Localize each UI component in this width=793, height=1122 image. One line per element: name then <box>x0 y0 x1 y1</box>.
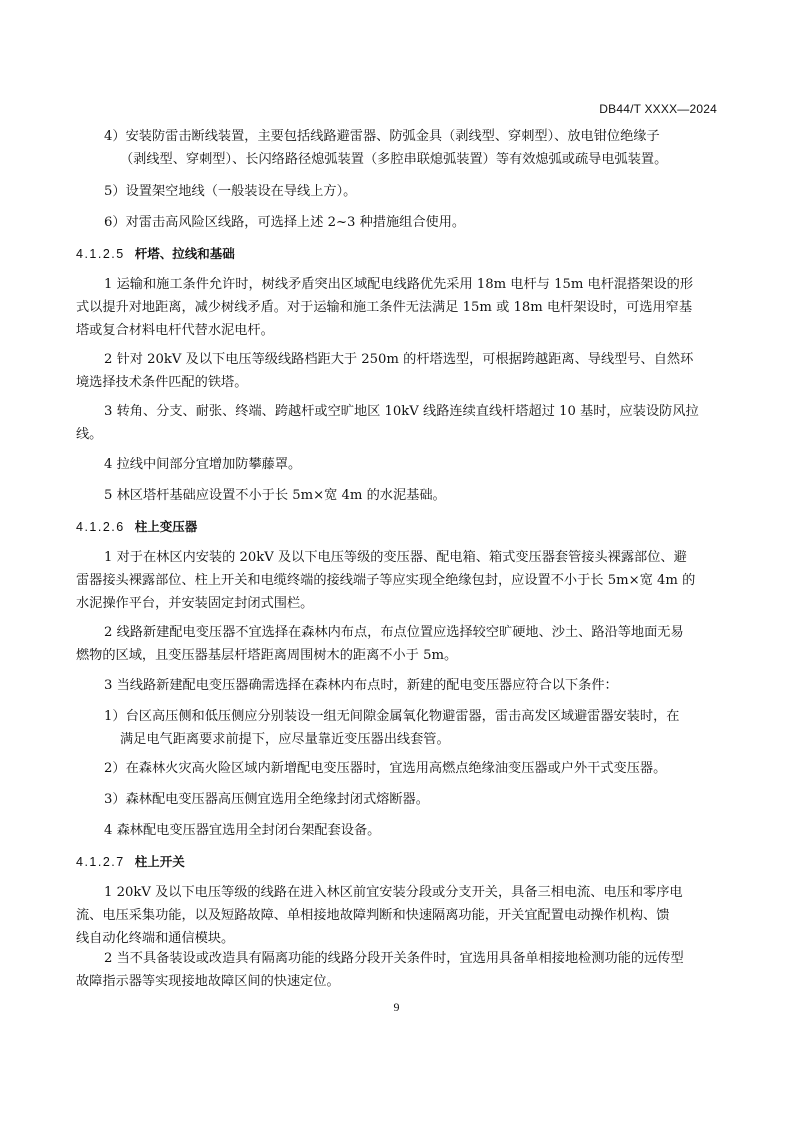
list-item-line: 满足电气距离要求前提下，应尽量靠近变压器出线套管。 <box>120 732 450 747</box>
list-item-line: 2）在森林火灾高火险区域内新增配电变压器时，宜选用高燃点绝缘油变压器或户外干式变压器。 <box>104 761 667 776</box>
paragraph-line: 流、电压采集功能，以及短路故障、单相接地故障判断和快速隔离功能，开关宜配置电动操作机构、馈 <box>76 908 670 923</box>
section-number: 4.1.2.6 <box>76 520 125 534</box>
list-item-line: 6）对雷击高风险区线路，可选择上述 2~3 种措施组合使用。 <box>104 215 466 230</box>
paragraph-line: 式以提升对地距离，减少树线矛盾。对于运输和施工条件无法满足 15m 或 18m 电杆架设时，可选用窄基 <box>76 300 693 315</box>
paragraph-line: 2 线路新建配电变压器不宜选择在森林内布点，布点位置应选择较空旷硬地、沙土、路沿等地面无易 <box>104 625 684 640</box>
paragraph-line: 故障指示器等实现接地故障区间的快速定位。 <box>76 974 340 989</box>
paragraph-line: 塔或复合材料电杆代替水泥电杆。 <box>76 323 274 338</box>
section-title: 杆塔、拉线和基础 <box>134 246 235 261</box>
paragraph-line: 水泥操作平台，并安装固定封闭式围栏。 <box>76 596 314 611</box>
paragraph-line: 3 转角、分支、耐张、终端、跨越杆或空旷地区 10kV 线路连续直线杆塔超过 10 基时，应装设防风拉 <box>104 404 699 419</box>
section-number: 4.1.2.5 <box>76 247 125 261</box>
list-item-line: （剥线型、穿刺型）、长闪络路径熄弧装置（多腔串联熄弧装置）等有效熄弧或疏导电弧装置。 <box>120 152 668 167</box>
section-number: 4.1.2.7 <box>76 855 125 869</box>
section-title: 柱上开关 <box>134 854 185 869</box>
section-heading <box>76 245 235 263</box>
list-item-line: 1）台区高压侧和低压侧应分别装设一组无间隙金属氧化物避雷器，雷击高发区域避雷器安装时，在 <box>104 709 680 724</box>
paragraph-line: 燃物的区域，且变压器基层杆塔距离周围树木的距离不小于 5m。 <box>76 648 458 663</box>
paragraph-line: 1 20kV 及以下电压等级的线路在进入林区前宜安装分段或分支开关，具备三相电流、电压和零序电 <box>104 885 683 900</box>
paragraph-line: 5 林区塔杆基础应设置不小于长 5m×宽 4m 的水泥基础。 <box>104 488 446 503</box>
paragraph-line: 1 运输和施工条件允许时，树线矛盾突出区域配电线路优先采用 18m 电杆与 15m 电杆混搭架设的形 <box>104 277 694 292</box>
paragraph-line: 雷器接头裸露部位、柱上开关和电缆终端的接线端子等应实现全绝缘包封，应设置不小于长 5m×宽 4m 的 <box>76 573 696 588</box>
paragraph-line: 线。 <box>76 427 103 442</box>
paragraph-line: 4 森林配电变压器宜选用全封闭台架配套设备。 <box>104 823 381 838</box>
paragraph-line: 3 当线路新建配电变压器确需选择在森林内布点时，新建的配电变压器应符合以下条件： <box>104 678 618 693</box>
paragraph-line: 1 对于在林区内安装的 20kV 及以下电压等级的变压器、配电箱、箱式变压器套管接头裸露部位、避 <box>104 550 687 565</box>
paragraph-line: 2 针对 20kV 及以下电压等级线路档距大于 250m 的杆塔选型，可根据跨越距离、导线型号、自然环 <box>104 352 694 367</box>
paragraph-line: 境选择技术条件匹配的铁塔。 <box>76 375 248 390</box>
section-heading <box>76 518 197 536</box>
list-item-line: 5）设置架空地线（一般装设在导线上方）。 <box>104 184 357 199</box>
paragraph-line: 线自动化终端和通信模块。 <box>76 931 235 946</box>
paragraph-line: 2 当不具备装设或改造具有隔离功能的线路分段开关条件时，宜选用具备单相接地检测功能的远传型 <box>104 951 684 966</box>
paragraph-line: 4 拉线中间部分宜增加防攀藤罩。 <box>104 457 302 472</box>
list-item-line: 3）森林配电变压器高压侧宜选用全绝缘封闭式熔断器。 <box>104 792 429 807</box>
page-number: 9 <box>393 1000 400 1014</box>
section-heading <box>76 853 185 871</box>
section-title: 柱上变压器 <box>134 519 198 534</box>
document-number-header: DB44/T XXXX—2024 <box>599 102 717 116</box>
list-item-line: 4）安装防雷击断线装置，主要包括线路避雷器、防弧金具（剥线型、穿刺型）、放电钳位绝缘子 <box>104 129 660 144</box>
